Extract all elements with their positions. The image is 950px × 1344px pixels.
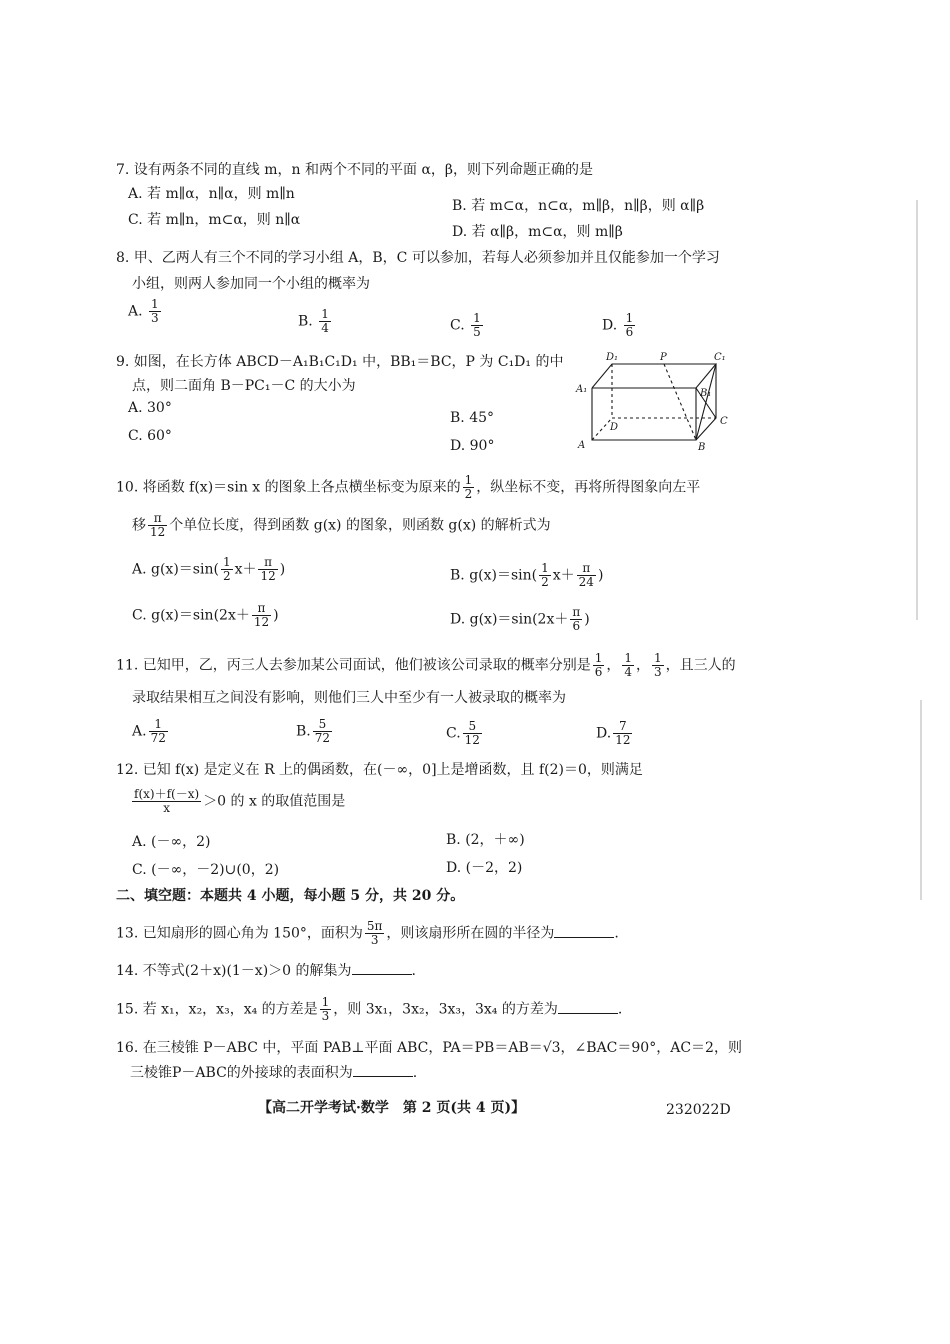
label-a: A <box>578 440 586 451</box>
q9-option-c: C. 60° <box>128 428 172 444</box>
label-c: C <box>720 416 728 427</box>
q12-stem-line1: 12. 已知 f(x) 是定义在 R 上的偶函数，在(－∞，0]上是增函数，且 f(2)＝0，则满足 <box>116 762 643 778</box>
q10-stem-line2: 移 $\frac{\pi}{12}$ 个单位长度，得到函数 g(x) 的图象，则函数 g(x) 的解析式为 <box>132 511 551 539</box>
answer-blank[interactable] <box>353 1062 413 1077</box>
q11-stem-line1: 11. 已知甲，乙，丙三人去参加某公司面试，他们被该公司录取的概率分别是 $\frac{1}{6}$ ， $\frac{1}{4}$ ， $\frac{1}{3}$ ，且三人的 <box>116 651 736 679</box>
fraction: $\frac{1}{4}$ <box>321 307 329 335</box>
q7-option-a: A. 若 m∥α，n∥α，则 m∥n <box>128 186 295 202</box>
q7-stem: 7. 设有两条不同的直线 m，n 和两个不同的平面 α，β，则下列命题正确的是 <box>116 162 593 178</box>
label-d1: D₁ <box>606 352 619 363</box>
label-d: D <box>610 422 619 433</box>
q12-option-d: D. (－2，2) <box>446 860 523 876</box>
fraction: $\frac{f(x)+f(-x)}{x}$ <box>134 787 200 815</box>
q15: 15. 若 x₁，x₂，x₃，x₄ 的方差是 $\frac{1}{3}$ ，则 3x₁，3x₂，3x₃，3x₄ 的方差为 . <box>116 995 623 1023</box>
q13: 13. 已知扇形的圆心角为 150°，面积为 $\frac{5\pi}{3}$ ，则该扇形所在圆的半径为 . <box>116 919 619 947</box>
q12-stem-line2: $\frac{f(x)+f(-x)}{x}$ ＞0 的 x 的取值范围是 <box>134 787 346 815</box>
q11-option-b: B. $\frac{5}{72}$ <box>296 717 331 745</box>
fraction: $\frac{1}{2}$ <box>464 473 473 501</box>
q12-option-a: A. (－∞，2) <box>132 834 211 850</box>
label-p: P <box>660 352 667 363</box>
exam-code: 232022D <box>666 1102 731 1118</box>
q7-option-d: D. 若 α∥β，m⊂α，则 m∥β <box>452 224 623 240</box>
scan-mark <box>916 200 918 620</box>
q12-option-b: B. (2，＋∞) <box>446 832 525 848</box>
fraction: $\frac{1}{3}$ <box>151 297 159 325</box>
q8-stem-line2: 小组，则两人参加同一个小组的概率为 <box>132 276 370 292</box>
q8-option-d: D. $\frac{1}{6}$ <box>602 311 634 339</box>
q7-option-c: C. 若 m∥n，m⊂α，则 n∥α <box>128 212 301 228</box>
q10-option-c: C. g(x)＝sin(2x＋ $\frac{\pi}{12}$ ) <box>132 601 279 629</box>
q16-line2: 三棱锥P－ABC的外接球的表面积为 . <box>130 1062 417 1083</box>
q16-line1: 16. 在三棱锥 P－ABC 中，平面 PAB⊥平面 ABC，PA＝PB＝AB＝√3，∠BAC＝90°，AC＝2，则 <box>116 1040 742 1056</box>
fraction: $\frac{1}{6}$ <box>625 311 634 339</box>
q10-option-b: B. g(x)＝sin( $\frac{1}{2}$ x＋ $\frac{\pi}{24}$ ) <box>450 561 604 589</box>
cuboid-figure <box>570 350 740 455</box>
q8-stem-line1: 8. 甲、乙两人有三个不同的学习小组 A，B，C 可以参加，若每人必须参加并且仅能参加一个学习 <box>116 250 720 266</box>
q10-option-a: A. g(x)＝sin( $\frac{1}{2}$ x＋ $\frac{\pi}{12}$ ) <box>132 555 286 583</box>
q9-option-a: A. 30° <box>128 400 172 416</box>
q11-option-d: D. $\frac{7}{12}$ <box>596 719 631 747</box>
q7-option-b: B. 若 m⊂α，n⊂α，m∥β，n∥β，则 α∥β <box>452 198 705 214</box>
q12-option-c: C. (－∞，－2)∪(0，2) <box>132 862 280 878</box>
fraction: $\frac{\pi}{12}$ <box>150 511 166 539</box>
label-b: B <box>698 442 706 453</box>
fraction: $\frac{1}{5}$ <box>473 311 481 339</box>
q14: 14. 不等式(2＋x)(1－x)＞0 的解集为 . <box>116 960 416 981</box>
q8-option-b: B. $\frac{1}{4}$ <box>298 307 329 335</box>
label-c1: C₁ <box>714 352 726 363</box>
label-b1: B₁ <box>700 388 712 399</box>
label-a1: A₁ <box>576 384 588 395</box>
q11-stem-line2: 录取结果相互之间没有影响，则他们三人中至少有一人被录取的概率为 <box>132 690 566 706</box>
q8-option-c: C. $\frac{1}{5}$ <box>450 311 481 339</box>
q10-stem-line1: 10. 将函数 f(x)＝sin x 的图象上各点横坐标变为原来的 $\frac{1}{2}$ ，纵坐标不变，再将所得图象向左平 <box>116 473 701 501</box>
answer-blank[interactable] <box>352 960 412 975</box>
answer-blank[interactable] <box>554 923 614 938</box>
q9-option-b: B. 45° <box>450 410 495 426</box>
scan-mark <box>920 700 922 900</box>
q9-stem-line1: 9. 如图，在长方体 ABCD－A₁B₁C₁D₁ 中，BB₁＝BC，P 为 C₁D₁ 的中 <box>116 354 564 370</box>
q11-option-a: A. $\frac{1}{72}$ <box>132 717 166 745</box>
q10-option-d: D. g(x)＝sin(2x＋ $\frac{\pi}{6}$ ) <box>450 605 590 633</box>
q9-stem-line2: 点，则二面角 B－PC₁－C 的大小为 <box>132 378 356 394</box>
q11-option-c: C. $\frac{5}{12}$ <box>446 719 480 747</box>
q9-option-d: D. 90° <box>450 438 495 454</box>
page-footer: 【高二开学考试·数学 第 2 页(共 4 页)】 <box>258 1100 526 1116</box>
section-heading: 二、填空题：本题共 4 小题，每小题 5 分，共 20 分。 <box>116 888 465 904</box>
q8-option-a: A. $\frac{1}{3}$ <box>128 297 159 325</box>
answer-blank[interactable] <box>558 999 618 1014</box>
